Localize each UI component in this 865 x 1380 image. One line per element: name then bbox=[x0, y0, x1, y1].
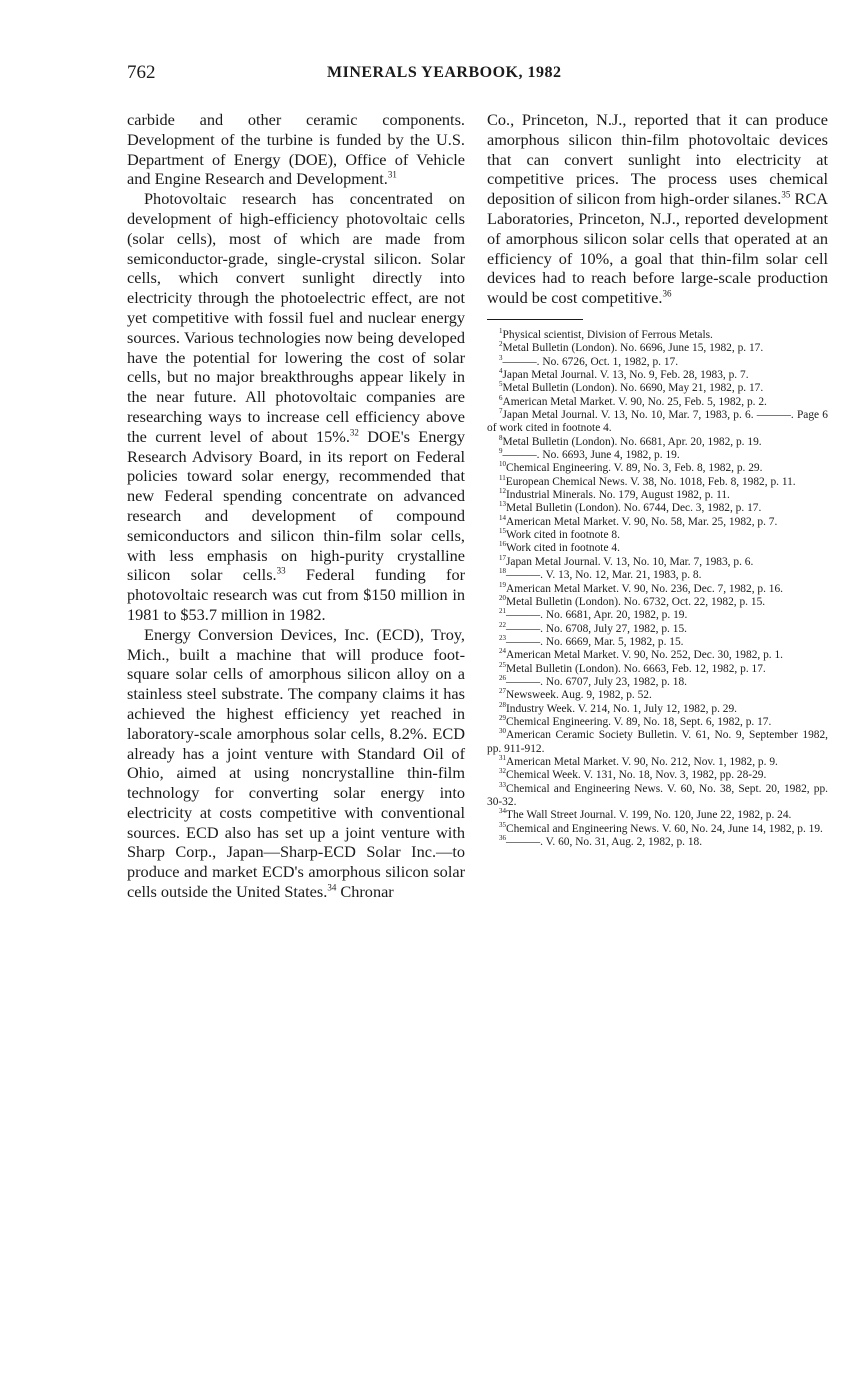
footnote-item bbox=[487, 729, 828, 756]
footnote-number: 4 bbox=[499, 367, 503, 376]
footnote-text: Metal Bulletin (London). No. 6732, Oct. 22, 1982, p. 15. bbox=[506, 595, 766, 608]
footnote-number: 5 bbox=[499, 380, 503, 389]
footnote-item bbox=[487, 780, 828, 810]
footnote-divider bbox=[487, 319, 583, 320]
footnote-text: Metal Bulletin (London). No. 6690, May 21, 1982, p. 17. bbox=[502, 382, 764, 395]
footnote-number: 27 bbox=[499, 687, 506, 696]
footnote-number: 34 bbox=[499, 807, 506, 816]
footnote-item bbox=[487, 513, 828, 529]
footnote-text: American Metal Market. V. 90, No. 236, Dec. 7, 1982, p. 16. bbox=[506, 582, 784, 595]
footnote-item bbox=[487, 353, 828, 369]
footnote-number: 16 bbox=[499, 540, 506, 549]
footnote-ref: 35 bbox=[781, 189, 791, 200]
footnote-item bbox=[487, 462, 828, 475]
footnote-item bbox=[487, 836, 828, 849]
footnote-item bbox=[487, 329, 828, 342]
footnote-text: Work cited in footnote 4. bbox=[506, 542, 620, 555]
footnote-item bbox=[487, 542, 828, 555]
footnote-number: 11 bbox=[499, 473, 506, 482]
footnote-text: The Wall Street Journal. V. 199, No. 120, June 22, 1982, p. 24. bbox=[506, 809, 792, 822]
footnote-item bbox=[487, 636, 828, 649]
footnote-text: Japan Metal Journal. V. 13, No. 10, Mar. 7, 1983, p. 6. ———. Page 6 of work cited in footnote 4. bbox=[487, 409, 828, 435]
footnote-item bbox=[487, 382, 828, 395]
footnote-text: American Ceramic Society Bulletin. V. 61, No. 9, September 1982, pp. 911-912. bbox=[487, 729, 828, 755]
footnote-text: American Metal Market. V. 90, No. 252, Dec. 30, 1982, p. 1. bbox=[506, 649, 784, 662]
footnote-item bbox=[487, 596, 828, 609]
footnote-number: 7 bbox=[499, 407, 503, 416]
footnote-number: 25 bbox=[499, 660, 506, 669]
footnote-item bbox=[487, 700, 828, 716]
footnote-text: Chemical and Engineering News. V. 60, No. 24, June 14, 1982, p. 19. bbox=[506, 822, 823, 835]
footnote-number: 3 bbox=[499, 353, 503, 362]
footnote-text: ———. No. 6708, July 27, 1982, p. 15. bbox=[506, 622, 687, 635]
footnote-item bbox=[487, 556, 828, 569]
footnote-number: 20 bbox=[499, 594, 506, 603]
footnote-text: Chemical Engineering. V. 89, No. 18, Sept. 6, 1982, p. 17. bbox=[506, 715, 772, 728]
footnote-number: 2 bbox=[499, 340, 503, 349]
footnote-number: 26 bbox=[499, 674, 506, 683]
footnote-ref: 32 bbox=[349, 427, 359, 438]
footnote-text: Industrial Minerals. No. 179, August 1982, p. 11. bbox=[506, 489, 730, 502]
footnote-text: Metal Bulletin (London). No. 6663, Feb. 12, 1982, p. 17. bbox=[506, 662, 766, 675]
footnote-number: 29 bbox=[499, 714, 506, 723]
footnote-number: 23 bbox=[499, 634, 506, 643]
footnote-item bbox=[487, 820, 828, 836]
footnote-number: 35 bbox=[499, 820, 506, 829]
footnote-number: 22 bbox=[499, 620, 506, 629]
footnote-text: Chemical Week. V. 131, No. 18, Nov. 3, 1982, pp. 28-29. bbox=[506, 769, 767, 782]
footnote-number: 8 bbox=[499, 433, 503, 442]
footnote-number: 30 bbox=[499, 727, 506, 736]
footnote-item bbox=[487, 369, 828, 382]
footnote-item bbox=[487, 409, 828, 436]
footnote-number: 15 bbox=[499, 527, 506, 536]
footnote-number: 14 bbox=[499, 513, 506, 522]
footnote-item bbox=[487, 569, 828, 582]
footnote-item bbox=[487, 769, 828, 782]
footnote-number: 36 bbox=[499, 834, 506, 843]
footnote-number: 6 bbox=[499, 393, 503, 402]
footnote-item bbox=[487, 609, 828, 622]
footnote-text: American Metal Market. V. 90, No. 25, Feb. 5, 1982, p. 2. bbox=[502, 395, 767, 408]
paragraph-photovoltaic: Photovoltaic research has concentrated on development of high-efficiency photovoltaic cells (solar cells), most of which are made from semiconductor-grade, single-crystal silicon. Solar cells, which convert sunlight directly into electricity through the photoelectric effect, are not yet competitive with fossil fuel and nuclear energy sources. Various technologies now being developed have the potential for lowering the cost of solar cells, but no major breakthroughs appear likely in the near future. All photovoltaic companies are researching ways to increase cell efficiency above the current level of about 15%.$^{32}$ DOE's Energy Research Advisory Board, in its report on Federal policies toward solar energy, recommended that new Federal spending concentrate on advanced research and development of compound semiconductors and silicon thin-film solar cells, with less emphasis on high-purity crystalline silicon solar cells.$^{33}$ Federal funding for photovoltaic research was cut from $150 million in 1981 to $53.7 million in 1982. bbox=[127, 189, 466, 624]
footnote-item bbox=[487, 620, 828, 636]
page-number: 762 bbox=[127, 62, 156, 83]
footnote-number: 31 bbox=[499, 754, 506, 763]
footnote-text: American Metal Market. V. 90, No. 212, Nov. 1, 1982, p. 9. bbox=[506, 755, 778, 768]
footnote-text: Metal Bulletin (London). No. 6681, Apr. 20, 1982, p. 19. bbox=[502, 435, 762, 448]
footnote-item bbox=[487, 676, 828, 689]
footnote-number: 19 bbox=[499, 580, 506, 589]
paragraph-turbine: carbide and other ceramic components. Development of the turbine is funded by the U.S. Department of Energy (DOE), Office of Vehicle and Engine Research and Development.$^{31}$ bbox=[127, 110, 465, 189]
paragraph-ecd: Energy Conversion Devices, Inc. (ECD), Troy, Mich., built a machine that will produce foot-square solar cells of amorphous silicon alloy on a stainless steel substrate. The company claims it has achieved the highest efficiency yet reached in laboratory-scale amorphous solar cells, 8.2%. ECD already has a joint venture with Standard Oil of Ohio, aimed at using noncrystalline thin-film technology for converting solar energy into electricity at costs competitive with conventional sources. ECD also has set up a joint venture with Sharp Corp., Japan—Sharp-ECD Solar Inc.—to produce and market ECD's amorphous silicon solar cells outside the United States.$^{34}$ Chronar bbox=[127, 624, 465, 902]
footnote-item bbox=[487, 580, 828, 596]
footnote-text: Japan Metal Journal. V. 13, No. 9, Feb. 28, 1983, p. 7. bbox=[502, 369, 749, 381]
footnote-text: Industry Week. V. 214, No. 1, July 12, 1982, p. 29. bbox=[506, 702, 738, 715]
left-column bbox=[127, 110, 465, 902]
footnote-text: Japan Metal Journal. V. 13, No. 10, Mar. 7, 1983, p. 6. bbox=[506, 555, 754, 568]
footnote-item bbox=[487, 449, 828, 462]
footnote-number: 24 bbox=[499, 647, 506, 656]
footnote-text: Work cited in footnote 8. bbox=[506, 529, 620, 542]
footnote-ref: 33 bbox=[276, 565, 286, 576]
running-title: MINERALS YEARBOOK, 1982 bbox=[327, 64, 562, 81]
footnote-list bbox=[487, 329, 828, 849]
footnote-text: ———. No. 6669, Mar. 5, 1982, p. 15. bbox=[506, 635, 684, 648]
footnote-ref: 31 bbox=[387, 169, 397, 180]
footnote-text: ———. V. 60, No. 31, Aug. 2, 1982, p. 18. bbox=[506, 836, 703, 849]
footnote-ref: 34 bbox=[327, 882, 337, 893]
footnote-item bbox=[487, 756, 828, 769]
footnote-number: 9 bbox=[499, 447, 503, 456]
footnote-item bbox=[487, 433, 828, 449]
footnote-item bbox=[487, 649, 828, 662]
footnote-number: 10 bbox=[499, 460, 506, 469]
footnote-item bbox=[487, 489, 828, 502]
page-header bbox=[127, 62, 827, 90]
footnote-item bbox=[487, 393, 828, 409]
footnote-item bbox=[487, 660, 828, 676]
footnote-text: ———. V. 13, No. 12, Mar. 21, 1983, p. 8. bbox=[506, 569, 702, 582]
footnote-item bbox=[487, 529, 828, 542]
footnote-text: Physical scientist, Division of Ferrous Metals. bbox=[502, 328, 713, 341]
footnote-number: 1 bbox=[499, 327, 503, 336]
footnote-number: 12 bbox=[499, 487, 506, 496]
footnote-text: Metal Bulletin (London). No. 6696, June 15, 1982, p. 17. bbox=[502, 342, 764, 355]
footnote-item bbox=[487, 473, 828, 489]
footnote-text: American Metal Market. V. 90, No. 58, Mar. 25, 1982, p. 7. bbox=[506, 515, 778, 528]
footnote-item bbox=[487, 809, 828, 822]
footnote-number: 17 bbox=[499, 554, 506, 563]
footnote-number: 33 bbox=[499, 780, 506, 789]
footnote-text: Chemical and Engineering News. V. 60, No. 38, Sept. 20, 1982, pp. 30-32. bbox=[487, 782, 828, 808]
footnote-text: Newsweek. Aug. 9, 1982, p. 52. bbox=[506, 689, 652, 702]
footnote-number: 21 bbox=[499, 607, 506, 616]
footnote-text: ———. No. 6693, June 4, 1982, p. 19. bbox=[502, 449, 680, 462]
footnote-item bbox=[487, 342, 828, 355]
footnote-number: 13 bbox=[499, 500, 506, 509]
footnote-text: ———. No. 6681, Apr. 20, 1982, p. 19. bbox=[506, 609, 688, 622]
footnote-item bbox=[487, 716, 828, 729]
footnote-item bbox=[487, 689, 828, 702]
footnote-text: European Chemical News. V. 38, No. 1018, Feb. 8, 1982, p. 11. bbox=[505, 475, 796, 488]
footnote-text: ———. No. 6707, July 23, 1982, p. 18. bbox=[506, 675, 687, 688]
footnote-number: 32 bbox=[499, 767, 506, 776]
footnote-item bbox=[487, 502, 828, 515]
footnote-ref: 36 bbox=[662, 288, 672, 299]
footnote-number: 28 bbox=[499, 700, 506, 709]
footnote-text: Metal Bulletin (London). No. 6744, Dec. 3, 1982, p. 17. bbox=[506, 502, 762, 515]
footnote-number: 18 bbox=[499, 567, 506, 576]
right-column bbox=[487, 110, 828, 849]
footnote-text: Chemical Engineering. V. 89, No. 3, Feb. 8, 1982, p. 29. bbox=[506, 462, 763, 475]
paragraph-chronar: Co., Princeton, N.J., reported that it can produce amorphous silicon thin-film photovoltaic devices that can convert sunlight into electricity at competitive prices. The process uses chemical deposition of silicon from high-order silanes.$^{35}$ RCA Laboratories, Princeton, N.J., reported development of amorphous silicon solar cells that operated at an efficiency of 10%, a goal that thin-film solar cell devices had to reach before large-scale production would be cost competitive.$^{36}$ bbox=[487, 110, 828, 308]
footnote-text: ———. No. 6726, Oct. 1, 1982, p. 17. bbox=[502, 355, 679, 368]
